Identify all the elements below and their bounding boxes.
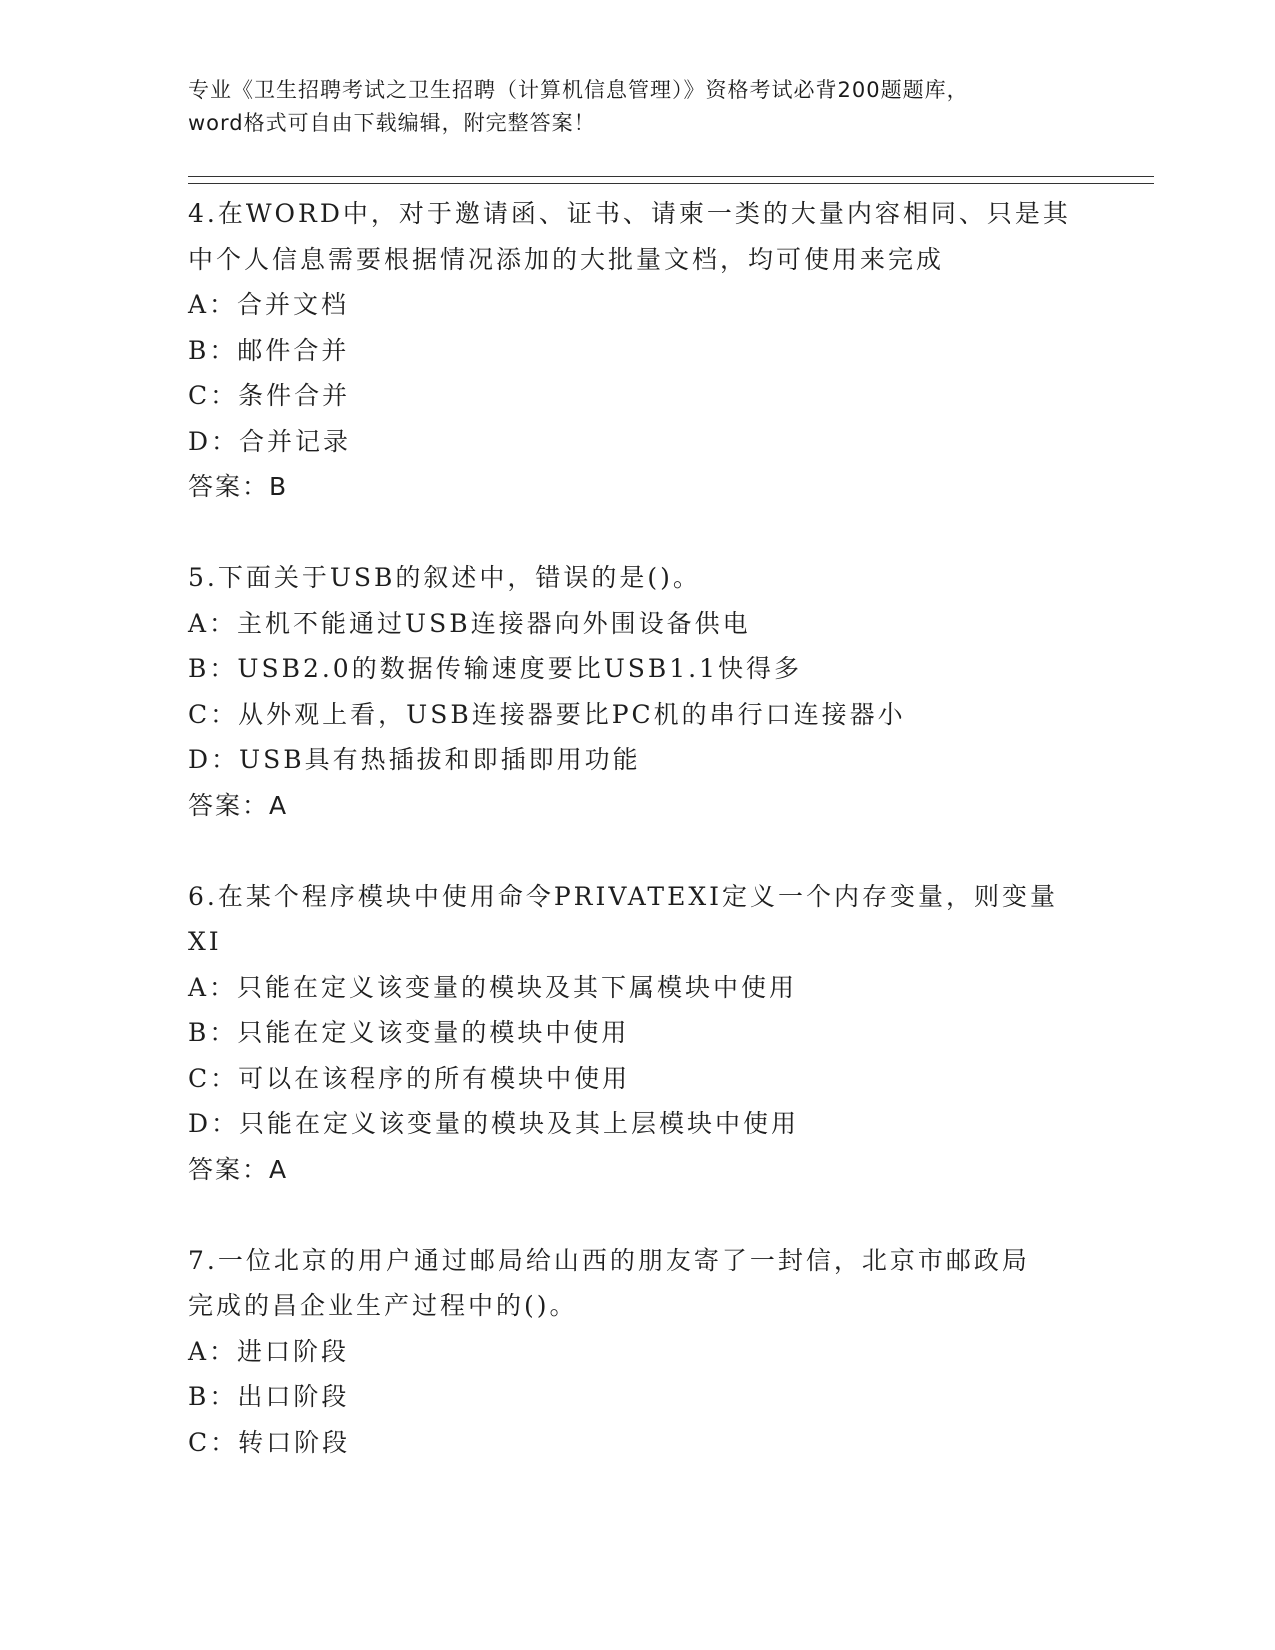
option-d: D：只能在定义该变量的模块及其上层模块中使用 (188, 1109, 800, 1138)
option-a: A：主机不能通过USB连接器向外围设备供电 (188, 608, 751, 638)
option-d: D：USB具有热插拔和即插即用功能 (188, 745, 641, 774)
question-text: 中个人信息需要根据情况添加的大批量文档，均可使用来完成 (188, 244, 945, 274)
header-title-line-1: 专业《卫生招聘考试之卫生招聘（计算机信息管理）》资格考试必背200题题库， (188, 78, 969, 102)
question-text: 6.在某个程序模块中使用命令PRIVATEXI定义一个内存变量，则变量 (188, 881, 1059, 911)
option-c: C：可以在该程序的所有模块中使用 (188, 1063, 631, 1093)
option-b: B：出口阶段 (188, 1382, 350, 1411)
answer-label: 答案：A (188, 1154, 289, 1184)
answer-label: 答案：B (188, 472, 289, 501)
question-6 (188, 874, 1148, 1238)
option-d: D：合并记录 (188, 426, 352, 456)
header-title-line-2: word格式可自由下载编辑，附完整答案！ (188, 111, 596, 135)
option-c: C：转口阶段 (188, 1427, 351, 1457)
question-7 (188, 1238, 1148, 1466)
question-text: 5.下面关于USB的叙述中，错误的是()。 (188, 563, 701, 592)
question-spacer (188, 1192, 1148, 1238)
question-text: 7.一位北京的用户通过邮局给山西的朋友寄了一封信，北京市邮政局 (188, 1245, 1030, 1275)
question-text: XI (188, 927, 222, 956)
option-b: B：邮件合并 (188, 335, 350, 365)
option-a: A：进口阶段 (188, 1336, 350, 1366)
option-a: A：只能在定义该变量的模块及其下属模块中使用 (188, 972, 798, 1002)
question-list (188, 191, 1148, 1465)
option-c: C：条件合并 (188, 381, 351, 410)
question-text: 完成的昌企业生产过程中的()。 (188, 1291, 578, 1320)
question-5 (188, 555, 1148, 874)
question-spacer (188, 828, 1148, 874)
question-spacer (188, 510, 1148, 556)
header-divider-bottom (188, 183, 1154, 184)
question-4 (188, 191, 1148, 555)
option-b: B：USB2.0的数据传输速度要比USB1.1快得多 (188, 654, 803, 683)
option-b: B：只能在定义该变量的模块中使用 (188, 1018, 630, 1047)
question-text: 4.在WORD中，对于邀请函、证书、请柬一类的大量内容相同、只是其 (188, 199, 1071, 228)
header-divider-top (188, 176, 1154, 177)
option-a: A：合并文档 (188, 290, 350, 319)
answer-label: 答案：A (188, 790, 289, 820)
document-header (188, 74, 1088, 140)
option-c: C：从外观上看，USB连接器要比PC机的串行口连接器小 (188, 699, 906, 729)
